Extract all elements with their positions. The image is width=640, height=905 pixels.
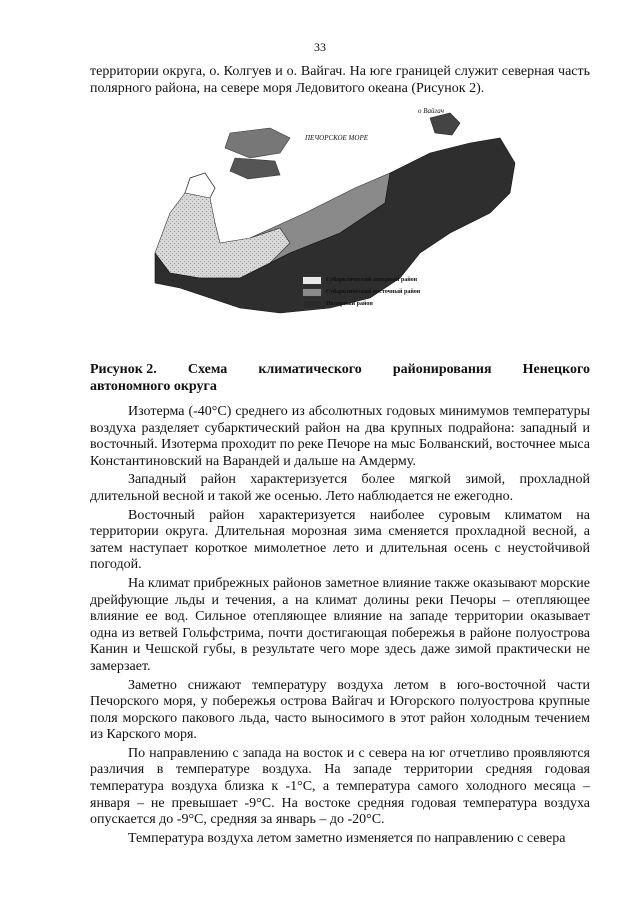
paragraph: Заметно снижают температуру воздуха летом в юго-восточной части Печорского моря, у побережья острова Вайгач и Югорского полуострова крупные поля морского пакового льда, часто выносимого в этот район холодным течением из Карского моря. <box>90 677 590 743</box>
sea-label: ПЕЧОРСКОЕ МОРЕ <box>305 134 368 142</box>
caption-word: районирования <box>392 362 492 377</box>
paragraph: На климат прибрежных районов заметное влияние также оказывают морские дрейфующие льды и течения, а на климат долины реки Печоры – отепляющее влияние ее вод. Сильное отепляющее влияние на западе территории оказывает одна из ветвей Гольфстрима, почти достигающая побережья в районе полуострова Канин и Чешской губы, в результате чего море здесь даже зимой практически не замерзает. <box>90 575 590 674</box>
caption-line-2: автономного округа <box>90 379 217 394</box>
map-legend <box>302 274 420 310</box>
paragraph: Температура воздуха летом заметно изменяется по направлению с севера <box>128 830 566 846</box>
legend-label: Субарктический восточный район <box>326 289 421 295</box>
vaygach-island <box>430 113 460 135</box>
kolguev-island <box>225 128 290 158</box>
legend-item <box>302 298 420 310</box>
legend-item <box>302 286 420 298</box>
legend-item <box>302 274 420 286</box>
caption-word: Схема <box>187 362 228 377</box>
legend-label: Субарктический западный район <box>326 277 418 283</box>
paragraph: По направлению с запада на восток и с севера на юг отчетливо проявляются различия в температуре воздуха. На западе территории средняя годовая температура воздуха близка к -1°С, а температура самого холодного месяца – января – не превышает -9°С. На востоке средняя годовая температура воздуха опускается до -9°С, средняя за январь – до -20°С. <box>90 745 590 828</box>
paragraph: Западный район характеризуется более мягкой зимой, прохладной длительной весной и такой же осенью. Лето наблюдается не ежегодно. <box>90 472 590 504</box>
caption-word: климатического <box>258 362 362 377</box>
vaygach-label: о Вайгач <box>418 107 445 115</box>
paragraph: Восточный район характеризуется наиболее суровым климатом на территории округа. Длительная морозная зима сменяется прохладной весной, а затем наступает короткое мимолетное лето и длительная осень с неустойчивой погодой. <box>90 507 590 573</box>
lead-paragraph: территории округа, о. Колгуев и о. Вайгач. На юге границей служит северная часть полярного района, на севере моря Ледовитого океана (Рисунок 2). <box>90 64 590 96</box>
page-number: 33 <box>314 40 326 54</box>
small-island <box>230 158 280 179</box>
figure-caption <box>90 361 590 395</box>
body-text <box>90 404 590 849</box>
legend-swatch <box>302 276 322 285</box>
legend-swatch <box>302 288 322 297</box>
legend-label: Полярный район <box>326 301 373 307</box>
paragraph: Изотерма (-40°С) среднего из абсолютных годовых минимумов температуры воздуха разделяет субарктический район на два крупных подрайона: западный и восточный. Изотерма проходит по реке Печоре на мыс Болванский, восточнее мыса Константиновский на Варандей и дальше на Амдерму. <box>90 404 590 469</box>
caption-word: Рисунок 2. <box>90 362 157 377</box>
caption-word: Ненецкого <box>522 362 590 377</box>
legend-swatch <box>302 300 322 309</box>
caption-line-1 <box>90 361 590 378</box>
